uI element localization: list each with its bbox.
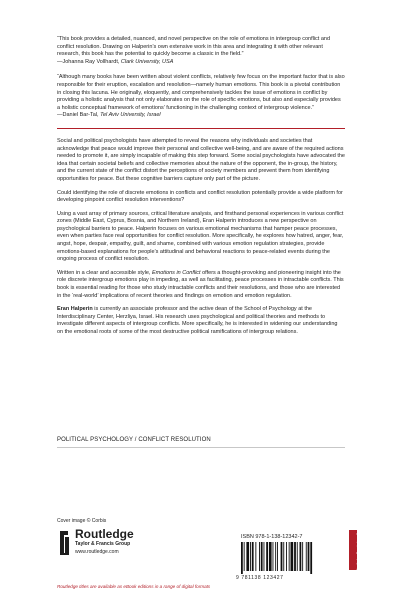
publisher-name: Routledge [75, 527, 134, 541]
description-paragraph [57, 270, 345, 300]
publisher-logo [57, 527, 177, 563]
quote-attribution [57, 59, 345, 67]
description [57, 138, 345, 337]
author-name: Eran Halperin [57, 306, 93, 313]
description-paragraph: Social and political psychologists have attempted to reveal the reasons why individuals and societies that acknowledge that peace would improve their personal and collective well-being, and are aware of the required actions needed to promote it, are simply incapable of making this step forward. Some social psychologists have advocated the idea that certain societal beliefs and collective memories about the nature of the opponent, the in-group, the history, and the current state of the conflict distort the perceptions of society members and prevent them from identifying opportunities for peace. But these cognitive barriers capture only part of the picture. [57, 137, 345, 182]
quote-text: “This book provides a detailed, nuanced, and novel perspective on the role of emotions in intergroup conflict and conflict resolution. Drawing on Halperin’s own extensive work in this area and integrating it with other relevant research, this book has the potential to quickly become a classic in the field.” [57, 36, 331, 58]
barcode-icon [241, 542, 345, 574]
publisher-url: www.routledge.com [75, 549, 119, 555]
description-paragraph: Using a vast array of primary sources, critical literature analysis, and firsthand personal experiences in various conflict zones (Middle East, Cyprus, Bosnia, and Northern Ireland), Eran Halperin introduces a new perspective on psychological barriers to peace. Halperin focuses on various emotional mechanisms that hamper peace processes, even when parties face real opportunities for conflict resolution. More specifically, he explores how hatred, anger, fear, angst, hope, despair, empathy, guilt, and shame, combined with various emotion regulation strategies, provide emotions-based explanations for people’s attitudinal and behavioral reactions to peace-related events during the ongoing process of conflict resolution. [57, 210, 344, 263]
isbn-label: ISBN 978-1-138-12342-7 [241, 534, 303, 540]
series-badge [349, 525, 360, 571]
ebook-footnote: Routledge titles are available as eBook editions in a range of digital formats [57, 584, 211, 589]
author-bio [57, 306, 345, 336]
publisher-group: Taylor & Francis Group [75, 541, 131, 547]
quote-attribution [57, 112, 345, 120]
desc-p4-post: offers a thought-provoking and pioneering insight into the role discrete intergroup emotions play in impeding, as well as facilitating, peace processes in intractable conflicts. This book is essential reading for those who study intractable conflicts and their resolutions, and those who are interested in the ‘real-world’ implications of recent theories and findings on emotion and emotion regulation. [57, 269, 344, 299]
series-badge-text: Routledge Psychology Series [355, 525, 360, 571]
quote-affiliation: Clark University, USA [120, 58, 174, 65]
quote-author: —Johanna Ray Vollhardt, [57, 58, 121, 65]
book-title: Emotions in Conflict [151, 269, 201, 276]
cover-credit: Cover image © Corbis [57, 518, 107, 524]
quote-affiliation: Tel Aviv University, Israel [100, 112, 161, 119]
desc-p4-pre: Written in a clear and accessible style, [57, 269, 152, 276]
back-cover-content [57, 36, 345, 343]
divider [57, 128, 345, 129]
subject-divider [57, 447, 345, 448]
author-bio-text: is currently an associate professor and the active dean of the School of Psychology at the Interdisciplinary Center, Herzliya, Israel. His research uses psychological and political theories and methods to investigate different aspects of intergroup conflicts. More specifically, he is interested in widening our understanding on the emotional roots of some of the most destructive political ramifications of intergroup relations. [57, 306, 338, 335]
endorsement-quote [57, 36, 345, 66]
quote-text: “Although many books have been written about violent conflicts, relatively few focus on the important factor that is also responsible for their eruption, escalation and resolution—namely human emotions. This book is a pivotal contribution in closing this lacuna. He originally, eloquently, and comprehensively tackles the issue of emotions in conflict by providing a holistic analysis that not only elaborates on the role of specific emotions, but also and especially provides a holistic conceptual framework of emotions’ functioning in the challenging context of intergroup violence.” [57, 74, 345, 111]
endorsement-quote [57, 74, 345, 120]
subject-category: POLITICAL PSYCHOLOGY / CONFLICT RESOLUTION [57, 437, 211, 443]
routledge-mark-icon [57, 529, 71, 555]
description-paragraph: Could identifying the role of discrete emotions in conflicts and conflict resolution potentially provide a wide platform for developing pinpoint conflict resolution interventions? [57, 189, 343, 204]
barcode-number: 9 781138 123427 [236, 575, 284, 581]
quote-author: —Daniel Bar-Tal, [57, 112, 101, 119]
